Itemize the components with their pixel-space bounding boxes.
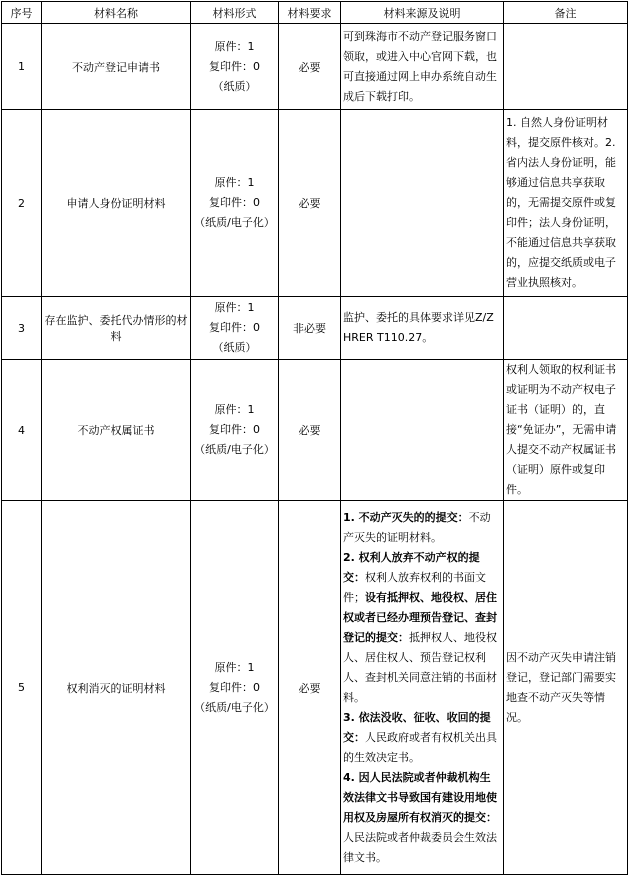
header-no: 序号 xyxy=(2,2,42,24)
row-form xyxy=(191,501,279,875)
row-note: 因不动产灭失申请注销登记，登记部门需要实地查不动产灭失等情况。 xyxy=(504,501,628,875)
row-source xyxy=(341,110,504,297)
source-text: 人民法院或者仲裁委员会生效法律文书。 xyxy=(343,830,497,864)
source-part-3 xyxy=(343,711,497,764)
row-name: 申请人身份证明材料 xyxy=(42,110,191,297)
header-source: 材料来源及说明 xyxy=(341,2,504,24)
row-note: 权利人领取的权利证书或证明为不动产权电子证书（证明）的，直接“免证办”，无需申请人提交不动产权属证书（证明）原件或复印件。 xyxy=(504,360,628,501)
source-part-2 xyxy=(343,551,497,704)
row-form xyxy=(191,24,279,110)
row-source: 监护、委托的具体要求详见Z/ZHRER T110.27。 xyxy=(341,297,504,360)
row-name: 不动产权属证书 xyxy=(42,360,191,501)
table-header-row xyxy=(2,2,628,24)
row-form xyxy=(191,297,279,360)
source-text: 抵押权人、地役权人、居住权人、预告登记权利人、查封机关同意注销的书面材料。 xyxy=(343,630,497,704)
form-original: 原件：1 xyxy=(214,301,255,314)
table-row xyxy=(2,24,628,110)
row-no: 4 xyxy=(2,360,42,501)
source-part-1 xyxy=(343,511,491,544)
row-requirement: 必要 xyxy=(279,110,341,297)
source-heading: 设有抵押权、地役权、居住权或者已经办理预告登记、查封登记的提交： xyxy=(343,590,497,644)
table-row xyxy=(2,297,628,360)
row-note xyxy=(504,297,628,360)
source-text: 人民政府或者有权机关出具的生效决定书。 xyxy=(343,730,497,764)
form-original: 原件：1 xyxy=(214,39,255,53)
table-row xyxy=(2,110,628,297)
source-heading: 4. 因人民法院或者仲裁机构生效法律文书导致国有建设用地使用权及房屋所有权消灭的提交： xyxy=(343,770,497,824)
header-note: 备注 xyxy=(504,2,628,24)
form-copy: 复印件：0 xyxy=(209,423,260,436)
form-original: 原件：1 xyxy=(214,176,255,189)
row-requirement: 非必要 xyxy=(279,297,341,360)
row-no: 5 xyxy=(2,501,42,875)
table-row xyxy=(2,501,628,875)
row-source xyxy=(341,360,504,501)
form-type: （纸质/电子化） xyxy=(194,700,275,714)
row-name: 权利消灭的证明材料 xyxy=(42,501,191,875)
materials-table xyxy=(1,1,628,875)
row-form xyxy=(191,110,279,297)
row-no: 2 xyxy=(2,110,42,297)
row-name: 不动产登记申请书 xyxy=(42,24,191,110)
header-name: 材料名称 xyxy=(42,2,191,24)
row-no: 3 xyxy=(2,297,42,360)
form-copy: 复印件：0 xyxy=(209,59,260,73)
source-text: 不动产灭失的证明材料。 xyxy=(343,510,491,544)
table-row xyxy=(2,360,628,501)
row-requirement: 必要 xyxy=(279,360,341,501)
row-form xyxy=(191,360,279,501)
header-form: 材料形式 xyxy=(191,2,279,24)
form-original: 原件：1 xyxy=(214,660,255,674)
row-note xyxy=(504,24,628,110)
row-note: 1. 自然人身份证明材料，提交原件核对。2.省内法人身份证明，能够通过信息共享获取的，无需提交原件或复印件；法人身份证明，不能通过信息共享获取的，应提交纸质或电子营业执照核对。 xyxy=(504,110,628,297)
form-type: （纸质/电子化） xyxy=(194,443,275,456)
source-heading: 3. 依法没收、征收、收回的提交： xyxy=(343,710,491,744)
row-requirement: 必要 xyxy=(279,501,341,875)
form-copy: 复印件：0 xyxy=(209,321,260,334)
source-heading: 2. 权利人放弃不动产权的提交： xyxy=(343,550,480,584)
header-requirement: 材料要求 xyxy=(279,2,341,24)
row-requirement: 必要 xyxy=(279,24,341,110)
form-type: （纸质） xyxy=(212,341,257,354)
form-type: （纸质） xyxy=(212,79,257,93)
form-original: 原件：1 xyxy=(214,403,255,416)
source-part-4 xyxy=(343,771,497,864)
row-source xyxy=(341,501,504,875)
form-copy: 复印件：0 xyxy=(209,680,260,694)
row-no: 1 xyxy=(2,24,42,110)
form-copy: 复印件：0 xyxy=(209,196,260,209)
row-name: 存在监护、委托代办情形的材料 xyxy=(42,297,191,360)
source-heading: 1. 不动产灭失的的提交： xyxy=(343,510,469,524)
source-text: 权利人放弃权利的书面文件； xyxy=(343,570,486,604)
row-source: 可到珠海市不动产登记服务窗口领取，或进入中心官网下载，也可直接通过网上申办系统自动生成后下载打印。 xyxy=(341,24,504,110)
form-type: （纸质/电子化） xyxy=(194,216,275,229)
